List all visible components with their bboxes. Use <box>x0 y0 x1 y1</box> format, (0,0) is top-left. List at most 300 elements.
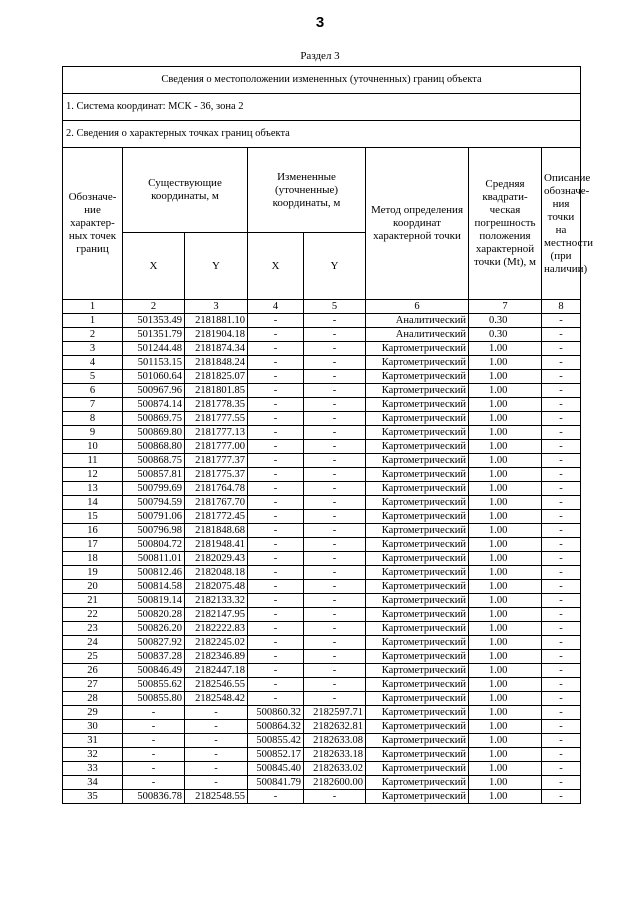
cell-description: - <box>542 762 581 776</box>
header-changed-coordinates: Измененные (уточненные) координаты, м <box>248 148 366 233</box>
cell-existing-x: 500837.28 <box>123 650 185 664</box>
cell-description: - <box>542 468 581 482</box>
column-number: 3 <box>185 300 248 314</box>
cell-existing-y: 2181904.18 <box>185 328 248 342</box>
cell-description: - <box>542 384 581 398</box>
cell-changed-x: 500855.42 <box>248 734 304 748</box>
cell-point-number: 14 <box>63 496 123 510</box>
cell-changed-y: - <box>304 650 366 664</box>
cell-existing-x: 500820.28 <box>123 608 185 622</box>
table-row <box>63 776 581 790</box>
table-row <box>63 440 581 454</box>
cell-existing-x: 500967.96 <box>123 384 185 398</box>
column-number: 8 <box>542 300 581 314</box>
cell-changed-y: - <box>304 566 366 580</box>
cell-changed-y: - <box>304 370 366 384</box>
cell-changed-y: - <box>304 440 366 454</box>
cell-changed-y: 2182597.71 <box>304 706 366 720</box>
cell-method: Картометрический <box>366 692 469 706</box>
cell-description: - <box>542 594 581 608</box>
cell-accuracy: 1.00 <box>469 650 542 664</box>
table-row <box>63 370 581 384</box>
cell-description: - <box>542 678 581 692</box>
cell-existing-y: - <box>185 734 248 748</box>
cell-description: - <box>542 370 581 384</box>
cell-point-number: 34 <box>63 776 123 790</box>
cell-existing-y: 2181764.78 <box>185 482 248 496</box>
cell-existing-y: 2181874.34 <box>185 342 248 356</box>
cell-point-number: 11 <box>63 454 123 468</box>
cell-accuracy: 1.00 <box>469 398 542 412</box>
cell-accuracy: 1.00 <box>469 678 542 692</box>
cell-existing-x: 500814.58 <box>123 580 185 594</box>
cell-changed-x: - <box>248 328 304 342</box>
cell-changed-x: - <box>248 664 304 678</box>
cell-accuracy: 1.00 <box>469 482 542 496</box>
cell-description: - <box>542 566 581 580</box>
cell-existing-y: - <box>185 706 248 720</box>
cell-existing-y: 2182075.48 <box>185 580 248 594</box>
cell-description: - <box>542 496 581 510</box>
table-row <box>63 412 581 426</box>
cell-point-number: 26 <box>63 664 123 678</box>
cell-method: Аналитический <box>366 328 469 342</box>
table-row <box>63 496 581 510</box>
cell-accuracy: 1.00 <box>469 664 542 678</box>
cell-existing-x: - <box>123 706 185 720</box>
cell-point-number: 10 <box>63 440 123 454</box>
cell-changed-x: - <box>248 790 304 804</box>
cell-changed-y: - <box>304 664 366 678</box>
cell-changed-x: - <box>248 454 304 468</box>
cell-point-number: 23 <box>63 622 123 636</box>
cell-point-number: 29 <box>63 706 123 720</box>
table-row <box>63 790 581 804</box>
cell-point-number: 18 <box>63 552 123 566</box>
cell-changed-y: - <box>304 482 366 496</box>
cell-changed-x: 500845.40 <box>248 762 304 776</box>
section-label: Раздел 3 <box>300 50 340 62</box>
cell-description: - <box>542 706 581 720</box>
cell-changed-y: - <box>304 636 366 650</box>
cell-existing-x: 500868.80 <box>123 440 185 454</box>
table-row <box>63 482 581 496</box>
cell-changed-x: - <box>248 552 304 566</box>
column-number: 5 <box>304 300 366 314</box>
cell-changed-y: 2182633.02 <box>304 762 366 776</box>
cell-changed-y: - <box>304 622 366 636</box>
cell-method: Картометрический <box>366 510 469 524</box>
cell-point-number: 35 <box>63 790 123 804</box>
cell-existing-y: 2181848.24 <box>185 356 248 370</box>
cell-accuracy: 1.00 <box>469 356 542 370</box>
cell-existing-y: 2182029.43 <box>185 552 248 566</box>
cell-description: - <box>542 440 581 454</box>
cell-existing-x: 500796.98 <box>123 524 185 538</box>
cell-description: - <box>542 776 581 790</box>
cell-point-number: 20 <box>63 580 123 594</box>
cell-method: Картометрический <box>366 622 469 636</box>
cell-accuracy: 1.00 <box>469 384 542 398</box>
cell-changed-x: - <box>248 342 304 356</box>
cell-existing-y: 2181772.45 <box>185 510 248 524</box>
cell-method: Картометрический <box>366 776 469 790</box>
cell-point-number: 30 <box>63 720 123 734</box>
cell-changed-x: - <box>248 608 304 622</box>
cell-method: Картометрический <box>366 468 469 482</box>
cell-existing-x: 500791.06 <box>123 510 185 524</box>
cell-point-number: 33 <box>63 762 123 776</box>
cell-existing-x: - <box>123 776 185 790</box>
cell-method: Картометрический <box>366 748 469 762</box>
cell-existing-y: 2181778.35 <box>185 398 248 412</box>
cell-changed-y: - <box>304 454 366 468</box>
cell-point-number: 19 <box>63 566 123 580</box>
cell-description: - <box>542 748 581 762</box>
cell-description: - <box>542 720 581 734</box>
table-row <box>63 608 581 622</box>
cell-accuracy: 1.00 <box>469 706 542 720</box>
cell-existing-x: 500794.59 <box>123 496 185 510</box>
cell-accuracy: 1.00 <box>469 692 542 706</box>
table-row <box>63 734 581 748</box>
cell-existing-x: 500811.01 <box>123 552 185 566</box>
cell-changed-x: - <box>248 426 304 440</box>
cell-description: - <box>542 580 581 594</box>
cell-method: Картометрический <box>366 524 469 538</box>
cell-changed-x: - <box>248 440 304 454</box>
table-row <box>63 636 581 650</box>
cell-changed-y: 2182600.00 <box>304 776 366 790</box>
cell-existing-y: 2181848.68 <box>185 524 248 538</box>
cell-description: - <box>542 538 581 552</box>
cell-point-number: 24 <box>63 636 123 650</box>
cell-description: - <box>542 342 581 356</box>
cell-changed-y: 2182633.08 <box>304 734 366 748</box>
cell-changed-y: - <box>304 692 366 706</box>
cell-changed-x: - <box>248 398 304 412</box>
cell-method: Картометрический <box>366 734 469 748</box>
table-row <box>63 748 581 762</box>
cell-point-number: 21 <box>63 594 123 608</box>
cell-existing-y: 2181881.10 <box>185 314 248 328</box>
cell-existing-y: - <box>185 748 248 762</box>
cell-changed-x: - <box>248 580 304 594</box>
cell-changed-y: - <box>304 356 366 370</box>
cell-changed-x: - <box>248 594 304 608</box>
cell-description: - <box>542 790 581 804</box>
cell-description: - <box>542 510 581 524</box>
cell-description: - <box>542 426 581 440</box>
cell-changed-x: 500860.32 <box>248 706 304 720</box>
cell-changed-y: - <box>304 398 366 412</box>
cell-existing-x: 500819.14 <box>123 594 185 608</box>
cell-changed-x: - <box>248 468 304 482</box>
cell-changed-y: - <box>304 538 366 552</box>
table-row <box>63 650 581 664</box>
cell-accuracy: 1.00 <box>469 790 542 804</box>
header-method: Метод определения координат характерной точки <box>366 148 469 300</box>
boundary-points-table <box>62 66 594 804</box>
table-row <box>63 594 581 608</box>
cell-description: - <box>542 622 581 636</box>
cell-accuracy: 1.00 <box>469 720 542 734</box>
cell-existing-x: 500869.75 <box>123 412 185 426</box>
cell-existing-y: - <box>185 762 248 776</box>
cell-method: Картометрический <box>366 566 469 580</box>
cell-point-number: 13 <box>63 482 123 496</box>
cell-description: - <box>542 454 581 468</box>
cell-changed-y: - <box>304 608 366 622</box>
header-description: Описание обозначе-ния точки на местности (при наличии) <box>542 148 581 300</box>
cell-method: Картометрический <box>366 594 469 608</box>
table-row <box>63 622 581 636</box>
cell-existing-x: 500855.80 <box>123 692 185 706</box>
cell-changed-y: - <box>304 524 366 538</box>
cell-existing-x: 501351.79 <box>123 328 185 342</box>
points-header: 2. Сведения о характерных точках границ объекта <box>63 121 581 148</box>
cell-description: - <box>542 356 581 370</box>
table-row <box>63 706 581 720</box>
cell-existing-x: 501353.49 <box>123 314 185 328</box>
cell-existing-y: - <box>185 776 248 790</box>
cell-method: Картометрический <box>366 370 469 384</box>
cell-existing-x: 500855.62 <box>123 678 185 692</box>
cell-method: Картометрический <box>366 384 469 398</box>
cell-accuracy: 1.00 <box>469 580 542 594</box>
cell-description: - <box>542 412 581 426</box>
cell-point-number: 7 <box>63 398 123 412</box>
cell-existing-x: - <box>123 762 185 776</box>
cell-changed-y: 2182632.81 <box>304 720 366 734</box>
header-existing-coordinates: Существующие координаты, м <box>123 148 248 233</box>
table-row <box>63 342 581 356</box>
cell-description: - <box>542 664 581 678</box>
cell-existing-x: 500857.81 <box>123 468 185 482</box>
header-existing-x: X <box>123 233 185 300</box>
column-number: 2 <box>123 300 185 314</box>
cell-method: Аналитический <box>366 314 469 328</box>
header-existing-y: Y <box>185 233 248 300</box>
cell-description: - <box>542 398 581 412</box>
cell-method: Картометрический <box>366 650 469 664</box>
cell-changed-y: - <box>304 426 366 440</box>
cell-changed-x: - <box>248 650 304 664</box>
cell-accuracy: 1.00 <box>469 426 542 440</box>
cell-description: - <box>542 524 581 538</box>
table-row <box>63 538 581 552</box>
cell-existing-x: - <box>123 748 185 762</box>
cell-changed-y: - <box>304 678 366 692</box>
column-number: 4 <box>248 300 304 314</box>
table-row <box>63 692 581 706</box>
cell-existing-y: 2182546.55 <box>185 678 248 692</box>
cell-existing-x: 500827.92 <box>123 636 185 650</box>
table-row <box>63 454 581 468</box>
cell-existing-x: 500846.49 <box>123 664 185 678</box>
cell-changed-x: 500852.17 <box>248 748 304 762</box>
column-number: 1 <box>63 300 123 314</box>
cell-existing-x: 500874.14 <box>123 398 185 412</box>
cell-accuracy: 1.00 <box>469 748 542 762</box>
table-row <box>63 314 581 328</box>
cell-method: Картометрический <box>366 608 469 622</box>
cell-point-number: 4 <box>63 356 123 370</box>
cell-changed-y: - <box>304 580 366 594</box>
cell-point-number: 2 <box>63 328 123 342</box>
table-row <box>63 356 581 370</box>
cell-point-number: 9 <box>63 426 123 440</box>
table-row <box>63 524 581 538</box>
table-title: Сведения о местоположении измененных (уточненных) границ объекта <box>63 67 581 94</box>
cell-existing-y: 2181775.37 <box>185 468 248 482</box>
cell-existing-y: 2182548.42 <box>185 692 248 706</box>
cell-existing-y: 2181767.70 <box>185 496 248 510</box>
cell-existing-x: 501153.15 <box>123 356 185 370</box>
cell-changed-x: 500864.32 <box>248 720 304 734</box>
cell-existing-y: 2182133.32 <box>185 594 248 608</box>
cell-method: Картометрический <box>366 482 469 496</box>
cell-existing-x: 500836.78 <box>123 790 185 804</box>
table-row <box>63 566 581 580</box>
cell-changed-x: - <box>248 692 304 706</box>
cell-existing-y: 2182048.18 <box>185 566 248 580</box>
cell-accuracy: 0.30 <box>469 328 542 342</box>
table-row <box>63 678 581 692</box>
cell-existing-y: 2182447.18 <box>185 664 248 678</box>
cell-point-number: 12 <box>63 468 123 482</box>
cell-existing-x: 500869.80 <box>123 426 185 440</box>
table-row <box>63 398 581 412</box>
cell-existing-y: - <box>185 720 248 734</box>
cell-existing-x: 501244.48 <box>123 342 185 356</box>
cell-existing-y: 2181777.55 <box>185 412 248 426</box>
cell-accuracy: 1.00 <box>469 538 542 552</box>
table-row <box>63 426 581 440</box>
cell-accuracy: 1.00 <box>469 524 542 538</box>
cell-accuracy: 1.00 <box>469 454 542 468</box>
coordinate-system: 1. Система координат: МСК - 36, зона 2 <box>63 94 581 121</box>
cell-changed-x: - <box>248 482 304 496</box>
cell-description: - <box>542 328 581 342</box>
cell-accuracy: 1.00 <box>469 440 542 454</box>
cell-method: Картометрический <box>366 580 469 594</box>
cell-point-number: 1 <box>63 314 123 328</box>
table-row <box>63 580 581 594</box>
header-designation: Обозначе-ние характер-ных точек границ <box>63 148 123 300</box>
cell-description: - <box>542 552 581 566</box>
cell-method: Картометрический <box>366 398 469 412</box>
cell-accuracy: 0.30 <box>469 314 542 328</box>
cell-existing-y: 2182147.95 <box>185 608 248 622</box>
cell-point-number: 15 <box>63 510 123 524</box>
cell-method: Картометрический <box>366 552 469 566</box>
cell-method: Картометрический <box>366 342 469 356</box>
cell-changed-x: - <box>248 510 304 524</box>
cell-changed-y: - <box>304 510 366 524</box>
cell-changed-y: - <box>304 496 366 510</box>
cell-accuracy: 1.00 <box>469 776 542 790</box>
cell-method: Картометрический <box>366 426 469 440</box>
cell-accuracy: 1.00 <box>469 342 542 356</box>
cell-description: - <box>542 692 581 706</box>
cell-accuracy: 1.00 <box>469 594 542 608</box>
cell-changed-y: - <box>304 468 366 482</box>
cell-existing-x: 500826.20 <box>123 622 185 636</box>
cell-method: Картометрический <box>366 356 469 370</box>
cell-accuracy: 1.00 <box>469 370 542 384</box>
cell-changed-x: - <box>248 412 304 426</box>
cell-description: - <box>542 314 581 328</box>
cell-point-number: 3 <box>63 342 123 356</box>
cell-method: Картометрический <box>366 678 469 692</box>
cell-existing-x: 500804.72 <box>123 538 185 552</box>
cell-accuracy: 1.00 <box>469 496 542 510</box>
cell-description: - <box>542 482 581 496</box>
cell-description: - <box>542 608 581 622</box>
cell-changed-x: - <box>248 314 304 328</box>
cell-method: Картометрический <box>366 790 469 804</box>
table-row <box>63 328 581 342</box>
cell-method: Картометрический <box>366 720 469 734</box>
cell-description: - <box>542 636 581 650</box>
cell-method: Картометрический <box>366 762 469 776</box>
cell-changed-x: - <box>248 370 304 384</box>
cell-point-number: 25 <box>63 650 123 664</box>
cell-point-number: 27 <box>63 678 123 692</box>
cell-point-number: 6 <box>63 384 123 398</box>
cell-changed-y: - <box>304 790 366 804</box>
page-number: 3 <box>315 14 325 31</box>
cell-method: Картометрический <box>366 706 469 720</box>
cell-point-number: 8 <box>63 412 123 426</box>
cell-changed-x: - <box>248 356 304 370</box>
cell-description: - <box>542 734 581 748</box>
cell-point-number: 16 <box>63 524 123 538</box>
cell-accuracy: 1.00 <box>469 734 542 748</box>
cell-changed-x: - <box>248 524 304 538</box>
cell-accuracy: 1.00 <box>469 762 542 776</box>
column-number: 6 <box>366 300 469 314</box>
cell-changed-x: - <box>248 496 304 510</box>
cell-accuracy: 1.00 <box>469 468 542 482</box>
cell-changed-x: - <box>248 566 304 580</box>
cell-changed-y: - <box>304 314 366 328</box>
cell-method: Картометрический <box>366 636 469 650</box>
cell-changed-y: - <box>304 384 366 398</box>
cell-point-number: 28 <box>63 692 123 706</box>
cell-point-number: 17 <box>63 538 123 552</box>
column-number-row <box>63 300 581 314</box>
cell-accuracy: 1.00 <box>469 552 542 566</box>
cell-changed-y: - <box>304 594 366 608</box>
cell-changed-x: 500841.79 <box>248 776 304 790</box>
cell-existing-x: 501060.64 <box>123 370 185 384</box>
cell-method: Картометрический <box>366 538 469 552</box>
cell-existing-y: 2181777.00 <box>185 440 248 454</box>
cell-method: Картометрический <box>366 412 469 426</box>
cell-point-number: 31 <box>63 734 123 748</box>
cell-accuracy: 1.00 <box>469 510 542 524</box>
cell-changed-x: - <box>248 636 304 650</box>
cell-changed-y: - <box>304 342 366 356</box>
cell-accuracy: 1.00 <box>469 566 542 580</box>
cell-existing-y: 2181948.41 <box>185 538 248 552</box>
column-number: 7 <box>469 300 542 314</box>
cell-accuracy: 1.00 <box>469 636 542 650</box>
cell-method: Картометрический <box>366 496 469 510</box>
cell-existing-y: 2182548.55 <box>185 790 248 804</box>
